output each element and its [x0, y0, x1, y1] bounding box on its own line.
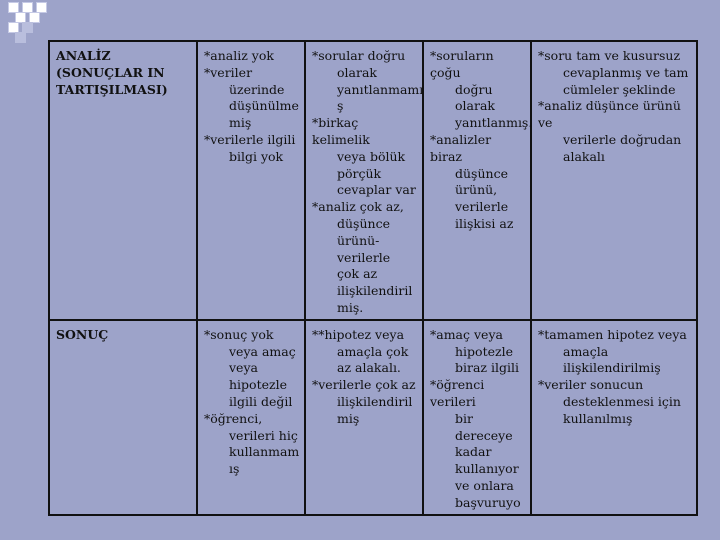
- rubric-cell: [423, 320, 531, 515]
- rubric-entry: *sorular doğru olarak yanıtlanmamı ş: [312, 48, 424, 114]
- rubric-entry: *analizler biraz düşünce ürünü, verilerle ilişkisi az: [430, 131, 514, 231]
- rubric-entry: *verilerle ilgili bilgi yok: [204, 131, 296, 164]
- rubric-entry: *soru tam ve kusursuz cevaplanmış ve tam cümleler şeklinde: [538, 48, 689, 97]
- rubric-entry: *veriler sonucun desteklenmesi için kullanılmış: [538, 377, 681, 426]
- decorative-squares: [0, 0, 60, 42]
- rubric-entry: *amaç veya hipotezle biraz ilgili: [430, 326, 519, 376]
- rubric-entry: *analiz düşünce ürünü ve verilerle doğrudan alakalı: [538, 98, 682, 164]
- rubric-entry: *veriler üzerinde düşünülme miş: [204, 64, 299, 131]
- rubric-cell: [423, 41, 531, 320]
- table-row-conclusion: [49, 320, 697, 515]
- rubric-cell: [305, 41, 423, 320]
- rubric-entry: *verilerle çok az ilişkilendiril miş: [312, 377, 416, 426]
- rubric-cell: [197, 320, 305, 515]
- rubric-entry: *öğrenci, verileri hiç kullanmam ış: [204, 410, 300, 477]
- rubric-cell: [531, 41, 697, 320]
- table-row-analysis: [49, 41, 697, 320]
- rubric-entry: *soruların çoğu doğru olarak yanıtlanmış.: [430, 48, 533, 131]
- rubric-cell: [531, 320, 697, 515]
- rubric-cell: [197, 41, 305, 320]
- rubric-entry: *öğrenci verileri bir dereceye kadar kullanıyor ve onlara başvuruyo: [430, 377, 521, 510]
- rubric-entry: *sonuç yok veya amaç veya hipotezle ilgili değil: [204, 326, 296, 409]
- rubric-entry: *tamamen hipotez veya amaçla ilişkilendirilmiş: [538, 326, 687, 376]
- rubric-cell: [305, 320, 423, 515]
- row-header-analysis: ANALİZ (SONUÇLAR IN TARTIŞILMASI): [49, 41, 197, 320]
- rubric-entry: *birkaç kelimelik veya bölük pörçük cevaplar var: [312, 115, 416, 198]
- rubric-table: [48, 40, 698, 516]
- row-header-conclusion: SONUÇ: [49, 320, 197, 515]
- rubric-entry: **hipotez veya amaçla çok az alakalı.: [312, 326, 409, 376]
- rubric-entry: *analiz yok: [204, 48, 274, 63]
- deco-square: [15, 32, 26, 43]
- rubric-entry: *analiz çok az, düşünce ürünü-verilerle çok az ilişkilendiril miş.: [312, 199, 413, 315]
